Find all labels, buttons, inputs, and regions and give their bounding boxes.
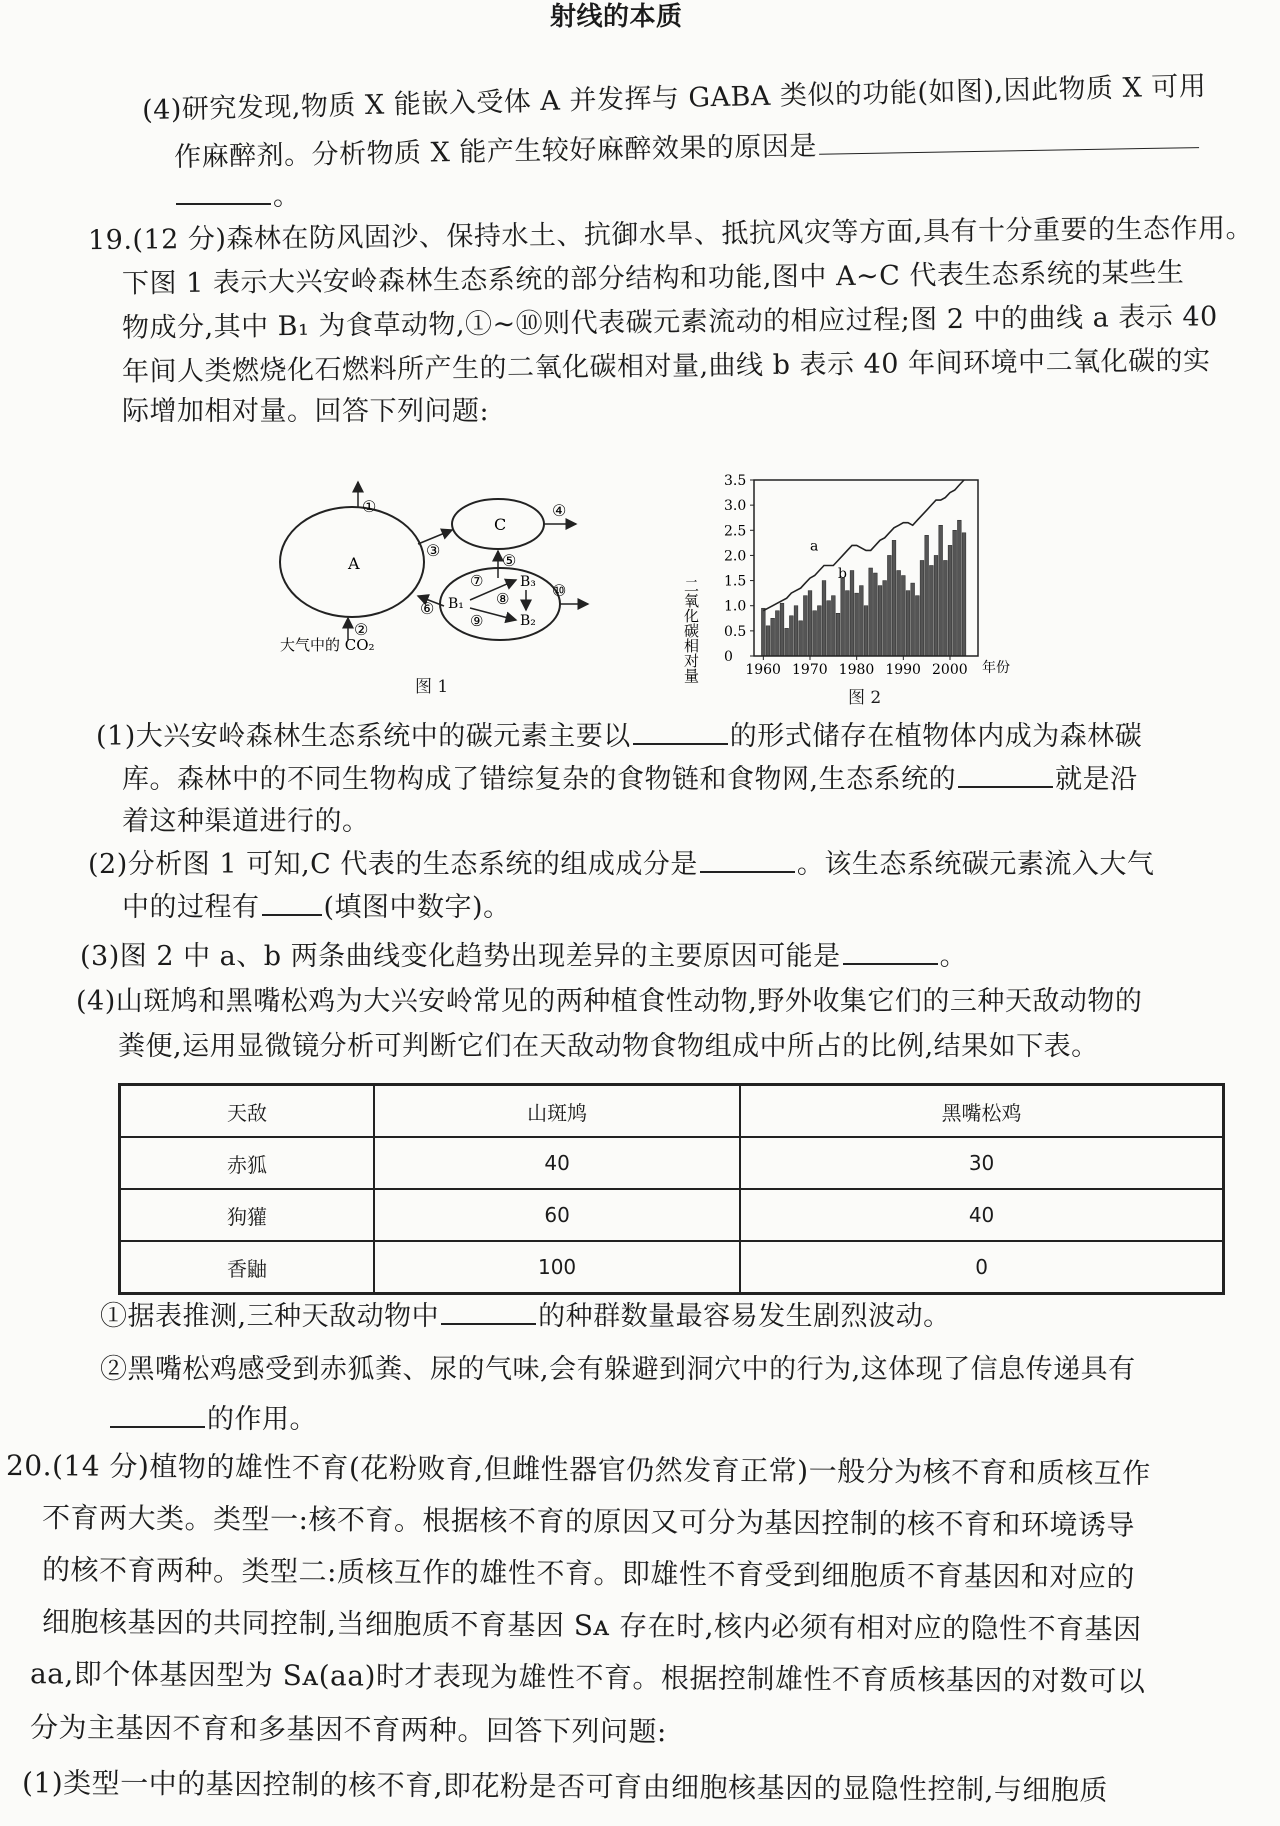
table-cell: 60 <box>374 1189 740 1241</box>
bar-b <box>920 560 924 656</box>
bar-b <box>878 586 882 656</box>
bar-b <box>873 573 877 656</box>
table-cell: 40 <box>374 1137 740 1189</box>
bar-b <box>915 596 919 656</box>
q19-intro-3: 物成分,其中 B₁ 为食草动物,①~⑩则代表碳元素流动的相应过程;图 2 中的曲线 a 表示 40 <box>121 301 1218 344</box>
bar-b <box>775 611 779 656</box>
chart-bars <box>761 520 965 656</box>
bar-b <box>925 535 929 656</box>
table-header: 黑嘴松鸡 <box>740 1085 1223 1138</box>
chart-ylabel: 二氧化碳相对量 <box>682 578 700 683</box>
q19-p1-line1: (1)大兴安岭森林生态系统中的碳元素主要以 的形式储存在植物体内成为森林碳 <box>96 721 1143 752</box>
q19-intro-5: 际增加相对量。回答下列问题: <box>122 396 490 427</box>
table-cell: 香鼬 <box>120 1241 375 1294</box>
table-cell: 0 <box>740 1241 1223 1294</box>
process-1-label: ① <box>362 497 377 516</box>
q19-p1-line2: 库。森林中的不同生物构成了错综复杂的食物链和食物网,生态系统的 就是沿 <box>122 764 1138 795</box>
figure-2-chart <box>682 470 1030 710</box>
table-cell: 40 <box>740 1189 1223 1241</box>
bar-b <box>822 581 826 656</box>
q20-line6: 分为主基因不育和多基因不育两种。回答下列问题: <box>29 1710 668 1749</box>
bar-b <box>850 571 854 656</box>
answer-blank[interactable] <box>819 125 1199 155</box>
bar-b <box>780 603 784 656</box>
x-tick-label: 1970 <box>792 662 828 678</box>
bar-b <box>897 571 901 656</box>
q19-intro-1: 19.(12 分)森林在防风固沙、保持水土、抗御水旱、抵抗风灾等方面,具有十分重要的生态作用。 <box>87 212 1254 257</box>
bar-b <box>855 593 859 656</box>
node-b2-label: B₂ <box>520 613 536 629</box>
bar-b <box>929 565 933 656</box>
bar-b <box>864 606 868 656</box>
chart-xunit: 年份 <box>982 660 1010 676</box>
table-cell: 30 <box>740 1137 1223 1189</box>
y-tick-label: 1.0 <box>724 598 747 615</box>
bar-b <box>859 586 863 656</box>
q19-s2-line2: 的作用。 <box>108 1403 317 1437</box>
bar-b <box>892 540 896 656</box>
atmosphere-co2-label: 大气中的 CO₂ <box>280 636 375 654</box>
bar-b <box>827 601 831 656</box>
answer-blank[interactable] <box>958 764 1053 788</box>
bar-b <box>831 596 835 656</box>
x-tick-label: 1990 <box>885 662 921 678</box>
q18-p4-line1: (4)研究发现,物质 X 能嵌入受体 A 并发挥与 GABA 类似的功能(如图),因此物质 X 可用 <box>141 70 1207 127</box>
series-b-label: b <box>838 566 847 583</box>
process-4-label: ④ <box>552 501 567 520</box>
y-tick-label: 3.0 <box>724 498 747 515</box>
header-fragment: 射线的本质 <box>550 2 683 32</box>
node-a-label: A <box>348 554 360 573</box>
q18-p4-line3: 。 <box>174 180 301 214</box>
bar-b <box>813 611 817 656</box>
bar-b <box>803 596 807 656</box>
process-5-label: ⑤ <box>502 551 517 570</box>
q19-intro-2: 下图 1 表示大兴安岭森林生态系统的部分结构和功能,图中 A~C 代表生态系统的某些生 <box>121 257 1185 300</box>
answer-blank[interactable] <box>262 892 322 916</box>
bar-b <box>785 628 789 656</box>
q19-p4-line1: (4)山斑鸠和黑嘴松鸡为大兴安岭常见的两种植食性动物,野外收集它们的三种天敌动物的 <box>76 986 1143 1017</box>
answer-blank[interactable] <box>843 941 938 965</box>
x-tick-label: 1980 <box>838 662 875 678</box>
q20-line4: 细胞核基因的共同控制,当细胞质不育基因 Sᴀ 存在时,核内必须有相对应的隐性不育基因 <box>41 1605 1142 1646</box>
y-tick-label: 0.5 <box>724 623 747 640</box>
answer-blank[interactable] <box>110 1404 205 1428</box>
process-6-label: ⑥ <box>420 599 435 618</box>
q19-s2-line1: ②黑嘴松鸡感受到赤狐粪、尿的气味,会有躲避到洞穴中的行为,这体现了信息传递具有 <box>100 1354 1136 1385</box>
bar-b <box>761 608 765 656</box>
answer-blank[interactable] <box>700 849 795 873</box>
bar-b <box>794 606 798 656</box>
node-b1-label: B₁ <box>448 596 464 612</box>
node-b3-label: B₃ <box>520 574 536 590</box>
process-2-label: ② <box>354 620 369 639</box>
q19-p2-line2: 中的过程有 (填图中数字)。 <box>122 892 511 923</box>
bar-b <box>887 555 891 656</box>
bar-b <box>883 581 887 656</box>
process-10-label: ⑩ <box>552 581 567 600</box>
q19-s1: ①据表推测,三种天敌动物中 的种群数量最容易发生剧烈波动。 <box>100 1301 951 1332</box>
table-cell: 赤狐 <box>120 1137 375 1189</box>
bar-b <box>817 606 821 656</box>
bar-b <box>962 533 966 656</box>
process-7-label: ⑦ <box>470 572 484 590</box>
bar-b <box>906 591 910 656</box>
bar-b <box>901 576 905 656</box>
table-row <box>120 1189 1224 1241</box>
q19-p1-line3: 着这种渠道进行的。 <box>122 806 370 837</box>
y-tick-label: 2.0 <box>724 548 747 565</box>
q20-line7: (1)类型一中的基因控制的核不育,即花粉是否可育由细胞核基因的显隐性控制,与细胞质 <box>21 1766 1109 1807</box>
bar-b <box>943 560 947 656</box>
q19-p3: (3)图 2 中 a、b 两条曲线变化趋势出现差异的主要原因可能是 。 <box>80 941 968 972</box>
q19-p2-line1: (2)分析图 1 可知,C 代表的生态系统的组成成分是 。该生态系统碳元素流入大气 <box>88 849 1155 880</box>
q20-line5: aa,即个体基因型为 Sᴀ(aa)时才表现为雄性不育。根据控制雄性不育质核基因的对数可以 <box>29 1657 1146 1698</box>
predator-diet-table <box>118 1083 1225 1295</box>
bar-b <box>869 568 873 656</box>
bar-b <box>808 591 812 656</box>
table-cell: 狗獾 <box>120 1189 375 1241</box>
bar-b <box>957 520 961 656</box>
q20-line2: 不育两大类。类型一:核不育。根据核不育的原因又可分为基因控制的核不育和环境诱导 <box>41 1501 1136 1542</box>
process-8-label: ⑧ <box>496 590 510 608</box>
table-header: 山斑鸠 <box>374 1085 740 1138</box>
y-tick-label: 0 <box>724 649 733 665</box>
q20-line1: 20.(14 分)植物的雄性不育(花粉败育,但雌性器官仍然发育正常)一般分为核不育和质核互作 <box>5 1449 1151 1490</box>
bar-b <box>799 621 803 656</box>
bar-b <box>766 626 770 656</box>
x-tick-label: 2000 <box>932 662 968 678</box>
answer-blank[interactable] <box>441 1301 536 1325</box>
x-tick-label: 1960 <box>745 662 781 678</box>
series-a-label: a <box>810 538 819 555</box>
table-header-row <box>120 1085 1224 1138</box>
answer-blank[interactable] <box>176 181 271 205</box>
q19-intro-4: 年间人类燃烧化石燃料所产生的二氧化碳相对量,曲线 b 表示 40 年间环境中二氧化碳的实 <box>121 345 1211 388</box>
bar-b <box>911 583 915 656</box>
bar-b <box>771 618 775 656</box>
table-row <box>120 1137 1224 1189</box>
y-tick-label: 3.5 <box>724 473 747 489</box>
q20-line3: 的核不育两种。类型二:质核互作的雄性不育。即雄性不育受到细胞质不育基因和对应的 <box>41 1553 1136 1594</box>
bar-b <box>841 578 845 656</box>
bar-b <box>789 616 793 656</box>
bar-b <box>845 591 849 656</box>
answer-blank[interactable] <box>633 721 728 745</box>
bar-b <box>953 530 957 656</box>
figure-2-caption: 图 2 <box>848 688 882 708</box>
q19-p4-line2: 粪便,运用显微镜分析可判断它们在天敌动物食物组成中所占的比例,结果如下表。 <box>118 1031 1099 1062</box>
table-row <box>120 1241 1224 1294</box>
figure-1-carbon-cycle <box>270 480 600 695</box>
process-3-label: ③ <box>426 541 441 560</box>
bar-b <box>934 555 938 656</box>
y-tick-label: 1.5 <box>724 573 747 590</box>
process-9-label: ⑨ <box>470 612 484 630</box>
table-header: 天敌 <box>120 1085 375 1138</box>
q18-p4-line2: 作麻醉剂。分析物质 X 能产生较好麻醉效果的原因是 <box>174 123 1201 175</box>
table-cell: 100 <box>374 1241 740 1294</box>
bar-b <box>948 545 952 656</box>
node-c-label: C <box>494 515 507 534</box>
y-tick-label: 2.5 <box>724 523 747 540</box>
bar-b <box>836 613 840 656</box>
figure-1-caption: 图 1 <box>415 677 449 697</box>
bar-b <box>939 525 943 656</box>
